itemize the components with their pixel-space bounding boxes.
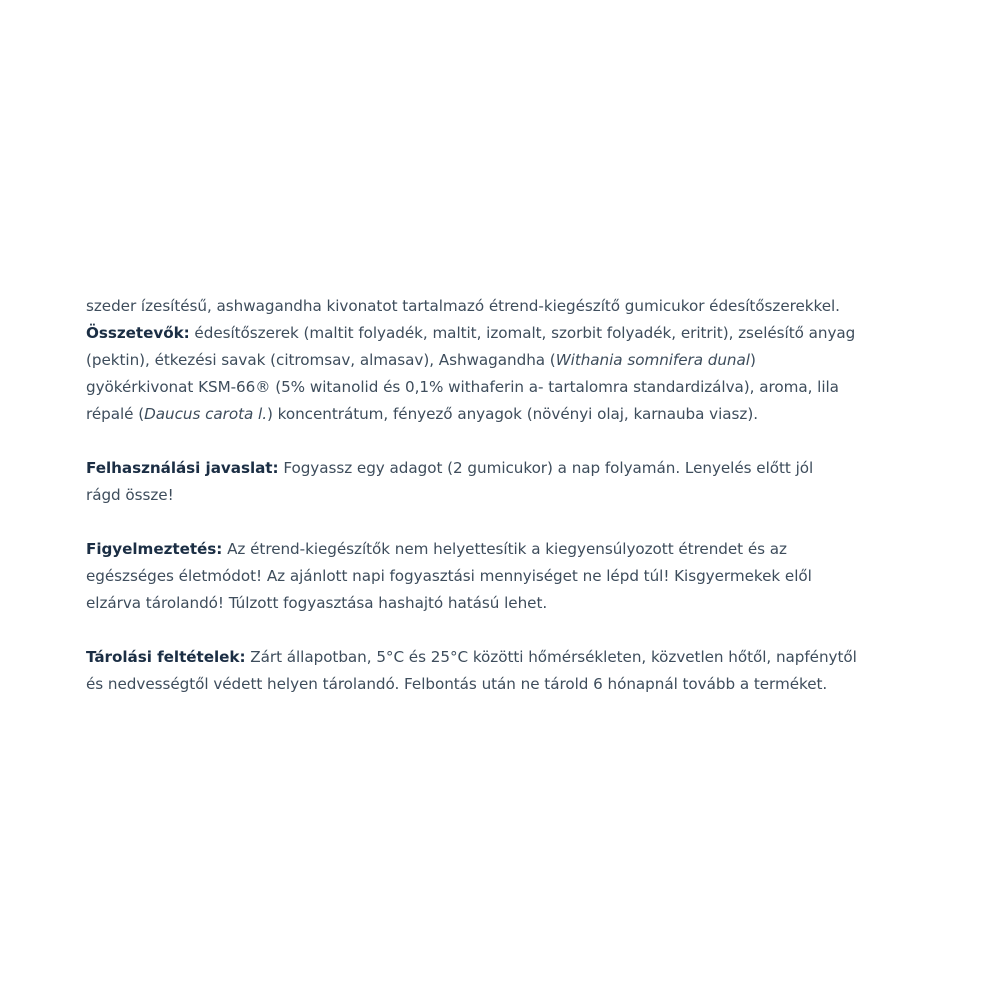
- intro-text: szeder ízesítésű, ashwagandha kivonatot tartalmazó étrend-kiegészítő gumicukor édesítőszerekkel.: [86, 297, 840, 315]
- usage-paragraph: [86, 455, 924, 509]
- ingredients-text-e: répalé (: [86, 405, 145, 423]
- usage-text-b: rágd össze!: [86, 486, 174, 504]
- ingredients-text-d: gyökérkivonat KSM-66® (5% witanolid és 0,1% withaferin a- tartalomra standardizálva), aroma, lila: [86, 378, 839, 396]
- warning-line-1: [86, 536, 924, 563]
- ingredients-text-c: ): [749, 351, 756, 369]
- warning-text-b: egészséges életmódot! Az ajánlott napi fogyasztási mennyiséget ne lépd túl! Kisgyermekek elől: [86, 567, 812, 585]
- ingredients-line-1: [86, 320, 924, 347]
- latin-name-withania: Withania somnifera dunal: [555, 351, 750, 369]
- warning-line-2: [86, 563, 924, 590]
- storage-paragraph: [86, 644, 924, 698]
- ingredients-line-4: [86, 401, 924, 428]
- ingredients-label: Összetevők:: [86, 324, 190, 342]
- product-description: [86, 293, 924, 698]
- intro-line: [86, 293, 924, 320]
- ingredients-text-b: (pektin), étkezési savak (citromsav, almasav), Ashwagandha (: [86, 351, 556, 369]
- ingredients-paragraph: [86, 293, 924, 428]
- storage-line-1: [86, 644, 924, 671]
- warning-label: Figyelmeztetés:: [86, 540, 223, 558]
- ingredients-line-3: [86, 374, 924, 401]
- usage-text-a: Fogyassz egy adagot (2 gumicukor) a nap folyamán. Lenyelés előtt jól: [278, 459, 814, 477]
- warning-text-c: elzárva tárolandó! Túlzott fogyasztása hashajtó hatású lehet.: [86, 594, 548, 612]
- latin-name-daucus: Daucus carota l.: [144, 405, 267, 423]
- storage-text-b: és nedvességtől védett helyen tárolandó. Felbontás után ne tárold 6 hónapnál tovább a terméket.: [86, 675, 828, 693]
- storage-label: Tárolási feltételek:: [86, 648, 246, 666]
- usage-label: Felhasználási javaslat:: [86, 459, 279, 477]
- ingredients-text-f: ) koncentrátum, fényező anyagok (növényi olaj, karnauba viasz).: [267, 405, 758, 423]
- ingredients-line-2: [86, 347, 924, 374]
- ingredients-text-a: édesítőszerek (maltit folyadék, maltit, izomalt, szorbit folyadék, eritrit), zselésítő anyag: [189, 324, 856, 342]
- storage-text-a: Zárt állapotban, 5°C és 25°C közötti hőmérsékleten, közvetlen hőtől, napfénytől: [245, 648, 857, 666]
- usage-line-1: [86, 455, 924, 482]
- storage-line-2: [86, 671, 924, 698]
- warning-text-a: Az étrend-kiegészítők nem helyettesítik a kiegyensúlyozott étrendet és az: [222, 540, 787, 558]
- usage-line-2: [86, 482, 924, 509]
- warning-paragraph: [86, 536, 924, 617]
- warning-line-3: [86, 590, 924, 617]
